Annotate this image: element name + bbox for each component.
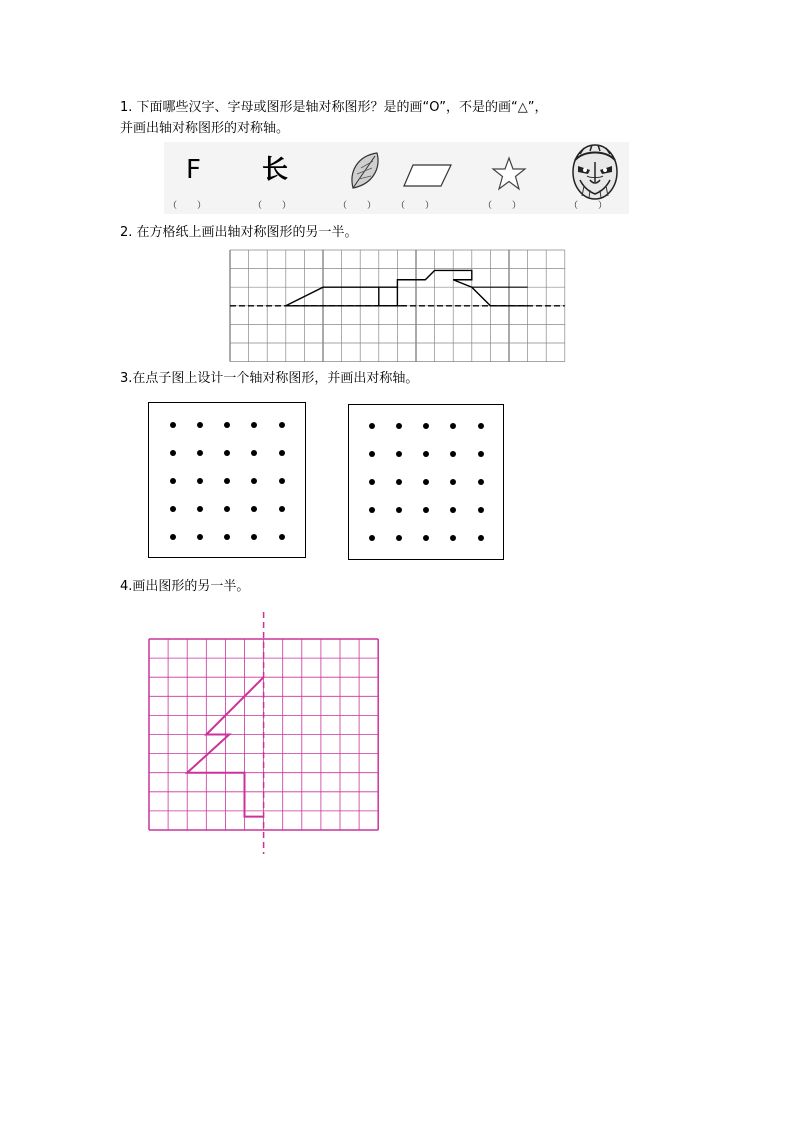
half-figure-line [286, 287, 407, 306]
grid-dot[interactable] [450, 479, 456, 485]
grid-dot[interactable] [396, 535, 402, 541]
answer-blank-3[interactable]: （ ） [338, 201, 377, 211]
grid-dot[interactable] [369, 479, 375, 485]
grid-dot[interactable] [224, 450, 230, 456]
question-4-text: 4.画出图形的另一半。 [120, 579, 250, 594]
grid-dot[interactable] [279, 478, 285, 484]
dot-grid-2[interactable] [348, 404, 504, 560]
answer-blank-2[interactable]: （ ） [253, 201, 292, 211]
grid-dot[interactable] [369, 507, 375, 513]
grid-dot[interactable] [197, 478, 203, 484]
grid-dot[interactable] [450, 423, 456, 429]
grid-dot[interactable] [197, 450, 203, 456]
grid-dot[interactable] [450, 535, 456, 541]
grid-dot[interactable] [369, 535, 375, 541]
grid-dot[interactable] [423, 535, 429, 541]
grid-dot[interactable] [369, 423, 375, 429]
grid-dot[interactable] [170, 450, 176, 456]
grid-dot[interactable] [224, 422, 230, 428]
grid-dot[interactable] [170, 506, 176, 512]
grid-dot[interactable] [478, 423, 484, 429]
grid-dot[interactable] [251, 450, 257, 456]
grid-dot[interactable] [478, 507, 484, 513]
grid-dot[interactable] [251, 534, 257, 540]
question-1-text-continued: 并画出轴对称图形的对称轴。 [120, 121, 290, 136]
grid-dot[interactable] [423, 451, 429, 457]
grid-dot[interactable] [197, 422, 203, 428]
grid-dot[interactable] [170, 534, 176, 540]
grid-dot[interactable] [478, 479, 484, 485]
letter-f: F [186, 155, 201, 185]
grid-dot[interactable] [224, 478, 230, 484]
grid-dot[interactable] [279, 506, 285, 512]
question-3-text: 3.在点子图上设计一个轴对称图形，并画出对称轴。 [120, 371, 419, 386]
opera-mask-icon [570, 144, 620, 204]
leaf-icon [347, 150, 383, 192]
grid-dot[interactable] [251, 478, 257, 484]
grid-dot[interactable] [197, 506, 203, 512]
grid-dot[interactable] [423, 479, 429, 485]
character-chang: 长 [262, 155, 289, 185]
grid-dot[interactable] [450, 507, 456, 513]
grid-dot[interactable] [450, 451, 456, 457]
question-2-text: 2. 在方格纸上画出轴对称图形的另一半。 [120, 225, 358, 240]
parallelogram-icon [403, 164, 453, 188]
grid-dot[interactable] [423, 423, 429, 429]
grid-dot[interactable] [423, 507, 429, 513]
grid-dot[interactable] [224, 534, 230, 540]
question-2-grid[interactable] [230, 250, 566, 363]
grid-dot[interactable] [369, 451, 375, 457]
dot-grid-1[interactable] [148, 402, 306, 558]
grid-dot[interactable] [170, 422, 176, 428]
grid-dot[interactable] [396, 479, 402, 485]
grid-dot[interactable] [170, 478, 176, 484]
answer-blank-5[interactable]: （ ） [483, 201, 522, 211]
star-icon [491, 157, 527, 191]
grid-dot[interactable] [197, 534, 203, 540]
grid-dot[interactable] [251, 422, 257, 428]
grid-dot[interactable] [478, 451, 484, 457]
question-4-grid[interactable] [148, 610, 382, 856]
grid-dot[interactable] [478, 535, 484, 541]
grid-dot[interactable] [224, 506, 230, 512]
grid-dot[interactable] [396, 423, 402, 429]
answer-blank-4[interactable]: （ ） [396, 201, 435, 211]
grid-dot[interactable] [279, 534, 285, 540]
answer-blank-1[interactable]: （ ） [168, 201, 207, 211]
grid-dot[interactable] [251, 506, 257, 512]
grid-dot[interactable] [279, 422, 285, 428]
answer-blank-6[interactable]: （ ） [569, 201, 608, 211]
grid-dot[interactable] [396, 451, 402, 457]
grid-dot[interactable] [279, 450, 285, 456]
question-1-text: 1. 下面哪些汉字、字母或图形是轴对称图形？是的画“O”，不是的画“△”， [120, 100, 548, 115]
grid-dot[interactable] [396, 507, 402, 513]
